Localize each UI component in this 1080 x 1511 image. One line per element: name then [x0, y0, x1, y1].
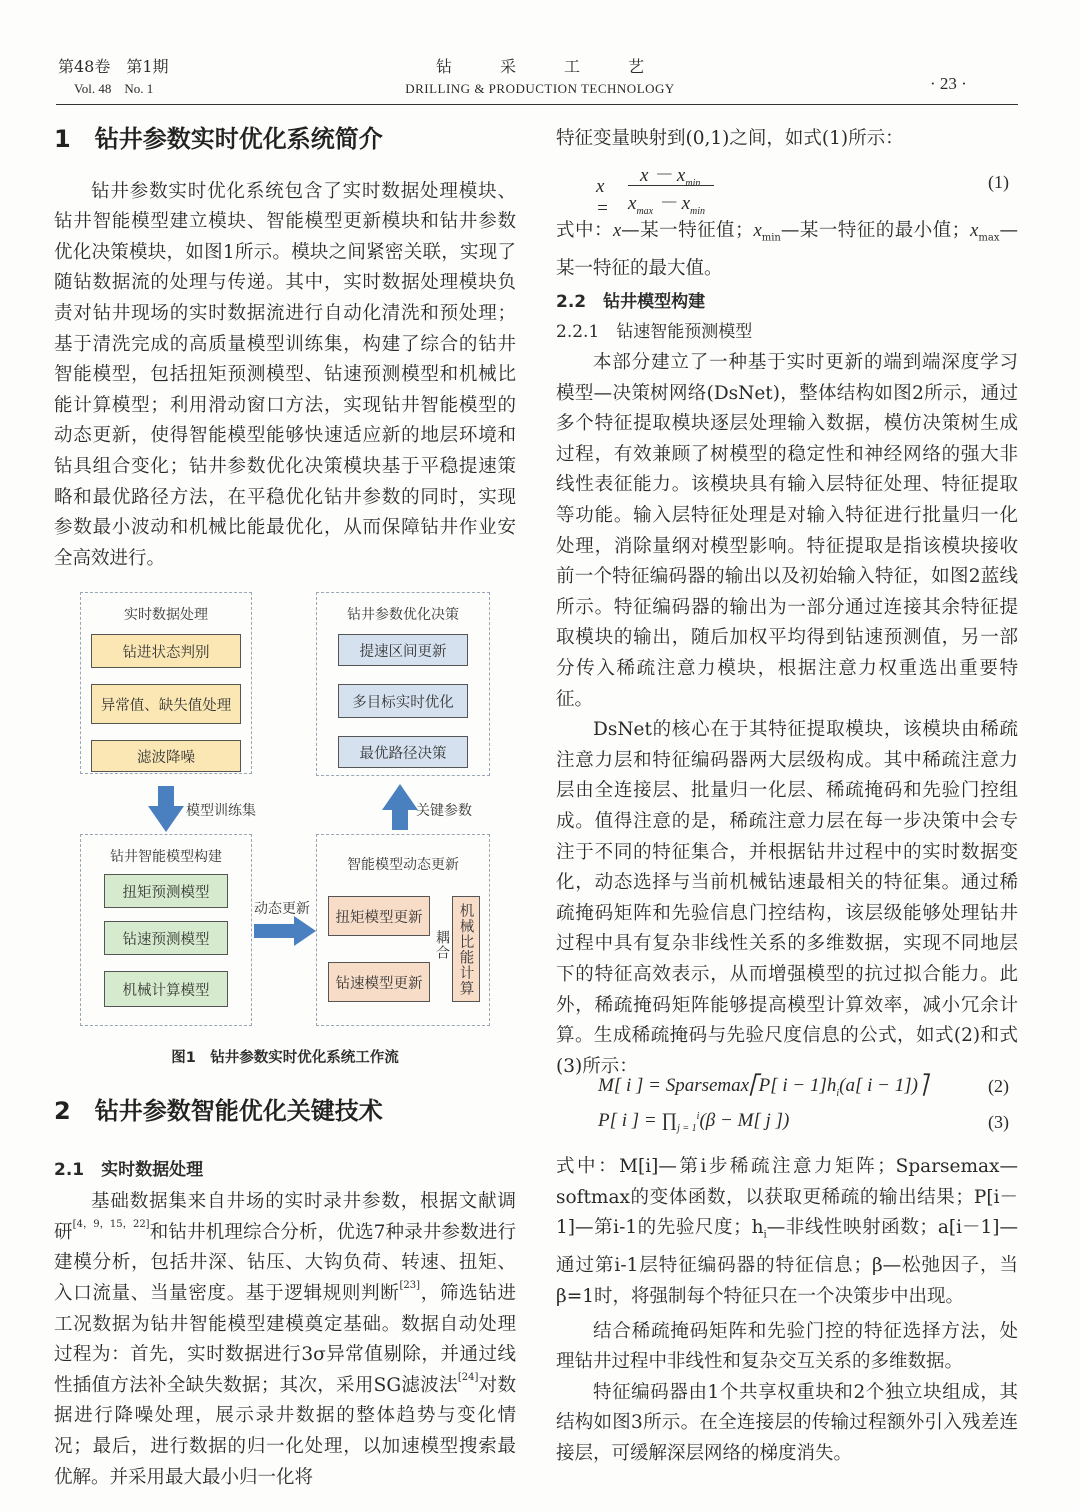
section-2-1-paragraph: [54, 1187, 516, 1493]
section-2-2-title: 2.2 钻井模型构建: [556, 291, 706, 312]
arrow-up-key-params: [382, 784, 418, 830]
left-column-bottom: [54, 1096, 516, 1493]
journal-title-cn: 钻采工艺: [435, 57, 692, 76]
left-column-top: [54, 124, 516, 574]
coupling-label: 耦合: [434, 930, 450, 960]
def-line-b: P[i－1]—第i-1的先验尺度；h: [556, 1186, 1018, 1239]
section-1-title: 1 钻井参数实时优化系统简介: [54, 125, 383, 153]
def-line-c: a[i－1]—通过第i-1层特征编码器的特征信息；β—松弛因子，当β=1时，将强制每个特征只在一个决策步中出现。: [556, 1217, 1018, 1308]
box-torque-update: 扭矩模型更新: [328, 896, 430, 936]
paragraph-dsnet-core: DsNet的核心在于其特征提取模块，该模块由稀疏注意力层和特征编码器两大层级构成。其中稀疏注意力层由全连接层、批量归一化层、稀疏掩码和先验门控组成。值得注意的是，稀疏注意力层在每一步决策中会专注于不同的特征集合，并根据钻井过程中的实时数据变化，动态选择与当前机械钻速最相关的特征集。通过稀疏掩码矩阵和先验信息门控结构，该层级能够处理钻井过程中具有复杂非线性关系的多维数据，实现不同地层下的特征高效表示，从而增强模型的抗过拟合能力。此外，稀疏掩码矩阵能够提高模型计算效率，减小冗余计算。生成稀疏掩码与先验尺度信息的公式，如式(2)和式(3)所示：: [556, 719, 1018, 1077]
box-outlier-missing: 异常值、缺失值处理: [91, 684, 241, 724]
defs-prefix: 式中：: [556, 220, 613, 241]
header-rule: [56, 104, 1018, 105]
paragraph-dsnet-intro: 本部分建立了一种基于实时更新的端到端深度学习模型—决策树网络(DsNet)，整体结构如图2所示，通过多个特征提取模块逐层处理输入数据，模仿决策树生成过程，有效兼顾了树模型的稳定性和神经网络的强大非线性表征能力。该模块具有输入层特征处理、特征提取等功能。输入层特征处理是对输入特征进行批量归一化处理，消除量纲对模型影响。特征提取是指该模块接收前一个特征编码器的输出以及初始输入特征，如图2蓝线所示。特征编码器的输出为一部分通过连接其余特征提取模块的输出，随后加权平均得到钻速预测值，另一部分传入稀疏注意力模块，根据注意力权重选出重要特征。: [556, 352, 1018, 710]
section-1-paragraph: 钻井参数实时优化系统包含了实时数据处理模块、钻井智能模型建立模块、智能模型更新模块和钻井参数优化决策模块，如图1所示。模块之间紧密关联，实现了随钻数据流的处理与传递。其中，实时数据处理模块负责对钻井现场的实时数据流进行自动化清洗和预处理；基于清洗完成的高质量模型训练集，构建了综合的钻井智能模型，包括扭矩预测模型、钻速预测模型和机械比能计算模型；利用滑动窗口方法，实现钻井智能模型的动态更新，使得智能模型能够快速适应新的地层环境和钻具组合变化；钻井参数优化决策模块基于平稳提速策略和最优路径方法，在平稳优化钻井参数的同时，实现参数最小波动和机械比能最优化，从而保障钻井作业安全高效进行。: [54, 180, 516, 569]
group-model-update-title: 智能模型动态更新: [347, 857, 459, 873]
s21-text-a: 基础数据集来自井场的实时录井参数，根据文献调研: [54, 1191, 516, 1243]
arrow-down-training: [148, 786, 184, 832]
box-drilling-state: 钻进状态判别: [91, 634, 241, 668]
volume-en: Vol. 48 No. 1: [74, 81, 154, 96]
equation-2-number: (2): [988, 1076, 1009, 1096]
right-column-top: [556, 124, 1018, 155]
header-journal: [340, 56, 740, 100]
box-mse-calc: 机械比能计算: [452, 896, 480, 1002]
arrow-right-update: [254, 916, 316, 946]
page-number: · 23 ·: [930, 74, 967, 93]
group-model-build-title: 钻井智能模型构建: [110, 849, 222, 865]
section-2-2-1-title: 2.2.1 钻速智能预测模型: [556, 322, 753, 343]
s21-text-b: 和钻井机理综合分析，优选7种录井参数进行建模分析，包括井深、钻压、大钩负荷、转速、扭矩、入口流量、当量密度。基于逻辑规则判断: [54, 1221, 516, 1304]
ref-23: [23]: [399, 1279, 421, 1291]
ref-24: [24]: [457, 1371, 479, 1383]
box-optimal-path: 最优路径决策: [338, 736, 468, 768]
def-line-a: 式中：M[i]—第i步稀疏注意力矩阵；Sparsemax—softmax的变体函数，以获取更稀疏的输出结果；: [556, 1156, 1018, 1208]
box-rop-model: 钻速预测模型: [104, 921, 228, 955]
volume-cn: 第48卷 第1期: [58, 57, 169, 76]
equation-2: M[ i ] = Sparsemax⎡P[ $i - 1]h_i(a$[ i − 1])⎤: [598, 1075, 928, 1099]
header-volume: [58, 56, 169, 100]
label-dynamic-update: 动态更新: [254, 901, 310, 917]
s21-text-c: ，筛选钻进工况数据为钻井智能模型建模奠定基础。数据自动处理过程为：首先，实时数据进行3σ异常值剔除，并通过线性插值方法补全缺失数据；其次，采用SG滤波法: [54, 1282, 516, 1396]
box-multi-objective: 多目标实时优化: [338, 684, 468, 718]
right-column-bottom: [556, 1152, 1018, 1470]
box-mse-model: 机械计算模型: [104, 971, 228, 1007]
def-x: —某一特征值；: [621, 220, 754, 241]
section-2-1-title: 2.1 实时数据处理: [54, 1159, 204, 1180]
equation-1-number: (1): [988, 172, 1009, 192]
paragraph-feature-selection: 结合稀疏掩码矩阵和先验门控的特征选择方法，处理钻井过程中非线性和复杂交互关系的多维数据。: [556, 1320, 1018, 1373]
box-torque-model: 扭矩预测模型: [104, 874, 228, 908]
equation-2-3-definitions: 式中：M[i]—第i步稀疏注意力矩阵；Sparsemax—softmax的变体函数，以获取更稀疏的输出结果；P[i－1]—第i-1的先验尺度；$h_i—$非线性映射函数；a[i－1]—通过第i-1层特征编码器的特征信息；β—松弛因子，当β=1时，将强制每个特征只在一个决策步中出现。: [556, 1156, 1018, 1308]
box-filter-denoise: 滤波降噪: [91, 740, 241, 772]
figure-1: [54, 584, 516, 1044]
normalize-intro: 特征变量映射到(0,1)之间，如式(1)所示：: [556, 128, 904, 149]
paragraph-feature-encoder: 特征编码器由1个共享权重块和2个独立块组成，其结构如图3所示。在全连接层的传输过程额外引入残差连接层，可缓解深层网络的梯度消失。: [556, 1381, 1018, 1465]
equation-3: P[ i ] = $\prod_{j = 1}^i(\beta - M$[ j ]): [598, 1110, 790, 1134]
def-xmin: —某一特征的最小值；: [780, 220, 971, 241]
equation-1-definitions: 式中：x—某一特征值；$x_{min}—$某一特征的最小值；$x_{max}—$某一特征的最大值。: [556, 220, 1018, 280]
def-xmax: —某一特征的最大值。: [556, 220, 1018, 280]
box-rop-update: 钻速模型更新: [328, 962, 430, 1002]
def-line-b2: —非线性映射函数；: [766, 1217, 938, 1239]
label-training-set: 模型训练集: [186, 803, 256, 819]
equation-3-number: (3): [988, 1112, 1009, 1132]
ref-4-9-15-22: [4，9，15，22]: [72, 1218, 150, 1230]
group-param-decision-title: 钻井参数优化决策: [347, 607, 459, 623]
journal-title-en: DRILLING & PRODUCTION TECHNOLOGY: [405, 81, 675, 96]
box-speed-interval: 提速区间更新: [338, 634, 468, 666]
section-2-title: 2 钻井参数智能优化关键技术: [54, 1097, 383, 1125]
s21-text-d: 对数据进行降噪处理，展示录井数据的整体趋势与变化情况；最后，进行数据的归一化处理，以加速模型搜索最优解。并采用最大最小归一化将: [54, 1374, 516, 1488]
group-realtime-data-title: 实时数据处理: [124, 607, 208, 623]
right-column-main: [556, 216, 1018, 1082]
figure-1-caption: 图1 钻井参数实时优化系统工作流: [171, 1050, 399, 1066]
label-key-params: 关键参数: [416, 803, 472, 819]
